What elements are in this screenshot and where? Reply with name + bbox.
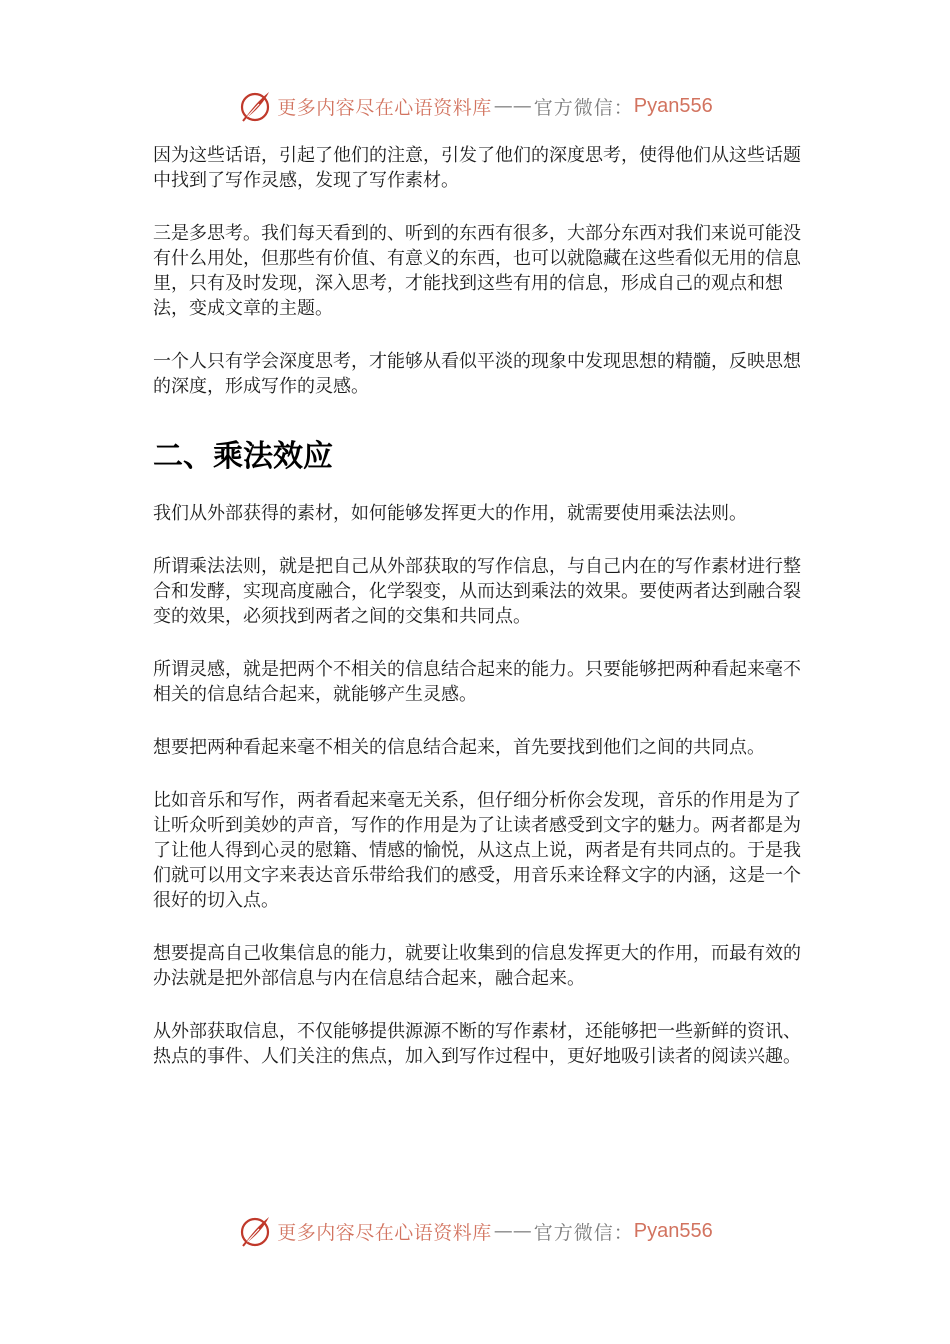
quill-logo-icon [237, 1213, 273, 1249]
paragraph: 想要提高自己收集信息的能力，就要让收集到的信息发挥更大的作用，而最有效的办法就是把外部信息与内在信息结合起来，融合起来。 [153, 943, 801, 989]
section-heading: 二、乘法效应 [153, 439, 333, 474]
paragraph: 所谓灵感，就是把两个不相关的信息结合起来的能力。只要能够把两种看起来毫不相关的信息结合起来，就能够产生灵感。 [153, 659, 801, 705]
paragraph: 从外部获取信息，不仅能够提供源源不断的写作素材，还能够把一些新鲜的资讯、热点的事件、人们关注的焦点，加入到写作过程中，更好地吸引读者的阅读兴趣。 [153, 1021, 801, 1067]
paragraph: 比如音乐和写作，两者看起来毫无关系，但仔细分析你会发现，音乐的作用是为了让听众听到美妙的声音，写作的作用是为了让读者感受到文字的魅力。两者都是为了让他人得到心灵的慰籍、情感的愉悦，从这点上说，两者是有共同点的。于是我们就可以用文字来表达音乐带给我们的感受，用音乐来诠释文字的内涵，这是一个很好的切入点。 [153, 790, 801, 911]
document-body [153, 143, 803, 1097]
banner-wechat-label: 官方微信： [533, 1221, 634, 1244]
paragraph: 一个人只有学会深度思考，才能够从看似平淡的现象中发现思想的精髓，反映思想的深度，形成写作的灵感。 [153, 351, 801, 397]
banner-dash: —— [493, 95, 532, 117]
paragraph: 三是多思考。我们每天看到的、听到的东西有很多，大部分东西对我们来说可能没有什么用处，但那些有价值、有意义的东西，也可以就隐藏在这些看似无用的信息里，只有及时发现，深入思考，才能找到这些有用的信息，形成自己的观点和想法，变成文章的主题。 [153, 223, 801, 319]
paragraph: 想要把两种看起来毫不相关的信息结合起来，首先要找到他们之间的共同点。 [153, 737, 765, 758]
footer-banner [0, 1211, 950, 1251]
paragraph: 我们从外部获得的素材，如何能够发挥更大的作用，就需要使用乘法法则。 [153, 503, 747, 524]
paragraph: 因为这些话语，引起了他们的注意，引发了他们的深度思考，使得他们从这些话题中找到了写作灵感，发现了写作素材。 [153, 145, 801, 191]
quill-logo-icon [237, 88, 273, 124]
banner-title: 更多内容尽在心语资料库 [277, 1221, 492, 1244]
paragraph: 所谓乘法法则，就是把自己从外部获取的写作信息，与自己内在的写作素材进行整合和发酵，实现高度融合，化学裂变，从而达到乘法的效果。要使两者达到融合裂变的效果，必须找到两者之间的交集和共同点。 [153, 556, 801, 627]
banner-title: 更多内容尽在心语资料库 [277, 96, 492, 119]
banner-wechat-id: Pyan556 [633, 94, 713, 117]
banner-wechat-label: 官方微信： [533, 96, 634, 119]
banner-wechat-id: Pyan556 [633, 1219, 713, 1242]
header-banner [0, 86, 950, 126]
banner-dash: —— [493, 1220, 532, 1242]
